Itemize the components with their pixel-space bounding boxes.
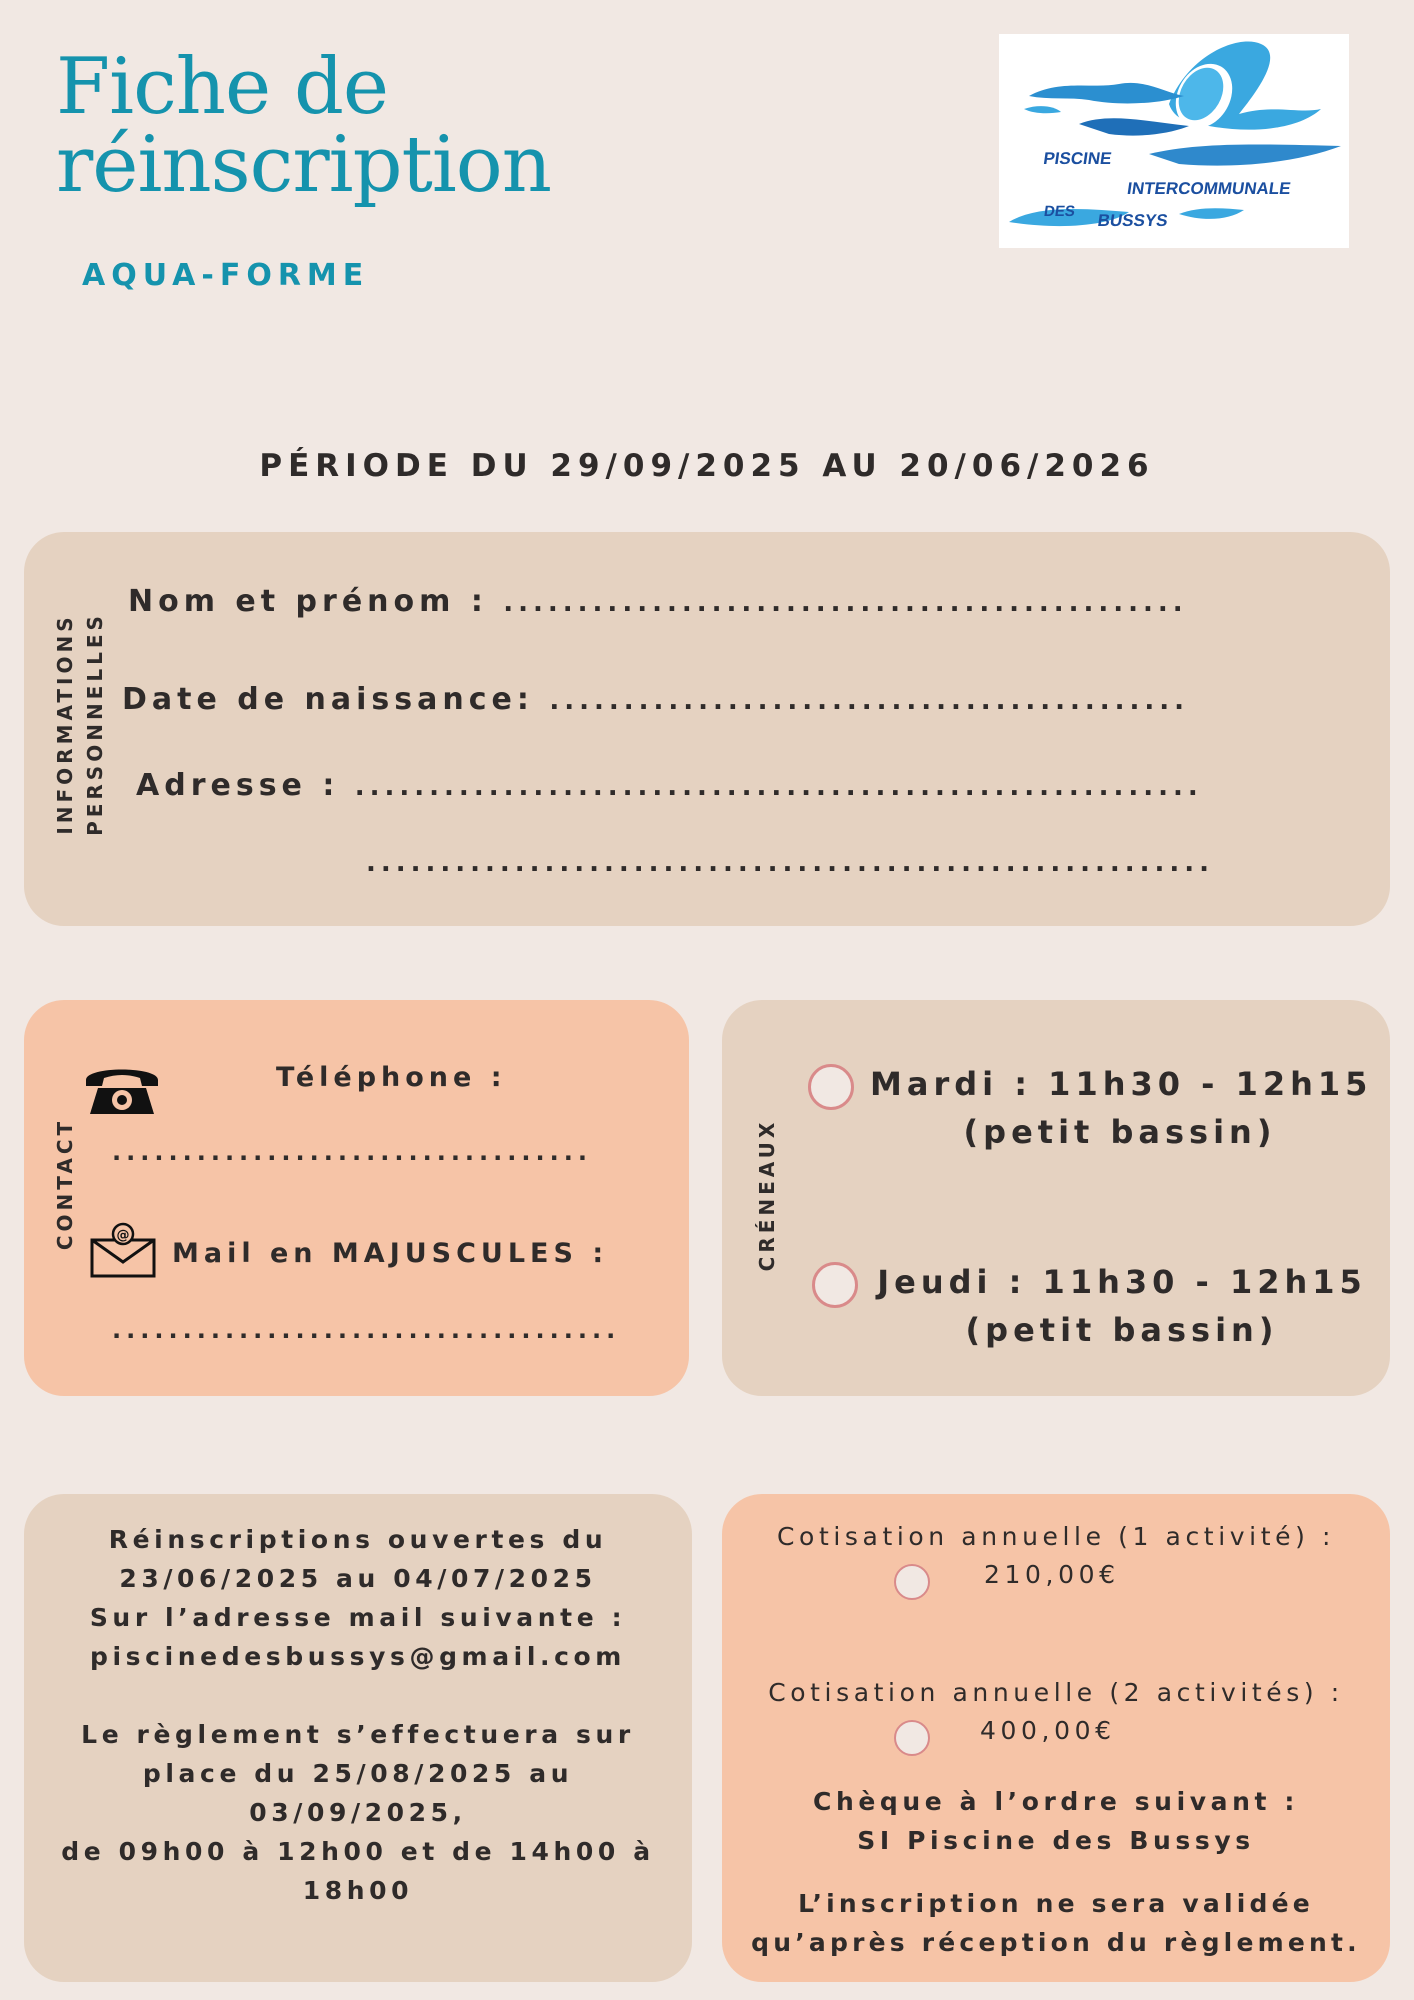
fee-2-amount: 400,00€ [980,1716,1116,1745]
slots-card [722,1000,1390,1396]
fee-1-label: Cotisation annuelle (1 activité) : [777,1522,1335,1551]
fee-1-amount: 210,00€ [984,1560,1120,1589]
name-field[interactable]: .............................................. [503,588,1188,618]
personal-info-card [24,532,1390,926]
registration-line: de 09h00 à 12h00 et de 14h00 à [61,1837,655,1866]
slot-tuesday [870,1060,1373,1156]
pool-logo [999,34,1349,248]
slot-tuesday-time: Mardi : 11h30 - 12h15 [870,1065,1373,1103]
contact-section-label: CONTACT [53,1117,77,1251]
slots-section-label: CRÉNEAUX [755,1118,779,1272]
address-field-line-2[interactable]: ......................................................... [366,848,1214,878]
personal-info-section-label: INFORMATIONS PERSONNELLES [53,612,107,836]
registration-line: Réinscriptions ouvertes du [108,1525,608,1554]
phone-field[interactable]: .................................. [112,1138,592,1166]
birth-date-label: Date de naissance: [122,682,534,717]
title-line-2: réinscription [56,120,551,210]
registration-line: 03/09/2025, [249,1798,467,1827]
registration-period: PÉRIODE DU 29/09/2025 AU 20/06/2026 [259,448,1155,484]
address-row [136,768,1203,803]
validation-note [722,1884,1390,1962]
contact-card [24,1000,689,1396]
birth-date-field[interactable]: ........................................... [549,686,1190,716]
slot-thursday-pool: (petit bassin) [965,1311,1279,1349]
birth-date-row [122,682,1189,717]
title-line-1: Fiche de [56,42,389,132]
registration-line: 23/06/2025 au 04/07/2025 [119,1564,597,1593]
slot-thursday [870,1258,1374,1354]
logo-text-des: DES [1042,203,1077,220]
registration-line [24,1676,692,1715]
envelope-icon [90,1222,156,1278]
cheque-info [722,1782,1390,1860]
mail-field[interactable]: .................................... [112,1316,621,1344]
svg-text:@: @ [116,1228,130,1243]
validation-note-line-1: L’inscription ne sera validée [798,1889,1314,1918]
registration-email: piscinedesbussys@gmail.com [90,1642,626,1671]
telephone-icon [82,1058,162,1118]
fee-2-label: Cotisation annuelle (2 activités) : [768,1678,1344,1707]
address-label: Adresse : [136,768,340,803]
name-label: Nom et prénom : [128,584,488,619]
slot-thursday-radio[interactable] [812,1262,858,1308]
registration-info-text [24,1520,692,1910]
name-row [128,584,1188,619]
fee-1-radio[interactable] [894,1564,930,1600]
validation-note-line-2: qu’après réception du règlement. [751,1928,1361,1957]
logo-text-intercommunale: INTERCOMMUNALE [1125,179,1292,198]
phone-label: Téléphone : [276,1062,507,1093]
slot-tuesday-pool: (petit bassin) [963,1113,1277,1151]
logo-text-piscine: PISCINE [1042,149,1113,168]
registration-line: place du 25/08/2025 au [142,1759,574,1788]
cheque-line-1: Chèque à l’ordre suivant : [813,1787,1299,1816]
registration-line: Sur l’adresse mail suivante : [89,1603,627,1632]
slot-thursday-time: Jeudi : 11h30 - 12h15 [877,1263,1367,1301]
registration-line: Le règlement s’effectuera sur [81,1720,635,1749]
slot-tuesday-radio[interactable] [808,1064,854,1110]
registration-line: 18h00 [302,1876,414,1905]
address-field-line-1[interactable]: ......................................................... [354,772,1203,802]
page-title [56,42,676,210]
registration-info-card [24,1494,692,1982]
cheque-payee: SI Piscine des Bussys [857,1826,1255,1855]
fee-2-radio[interactable] [894,1720,930,1756]
activity-subtitle: AQUA-FORME [82,258,370,293]
logo-text-bussys: BUSSYS [1096,211,1170,230]
fees-card [722,1494,1390,1982]
mail-label: Mail en MAJUSCULES : [172,1238,609,1269]
